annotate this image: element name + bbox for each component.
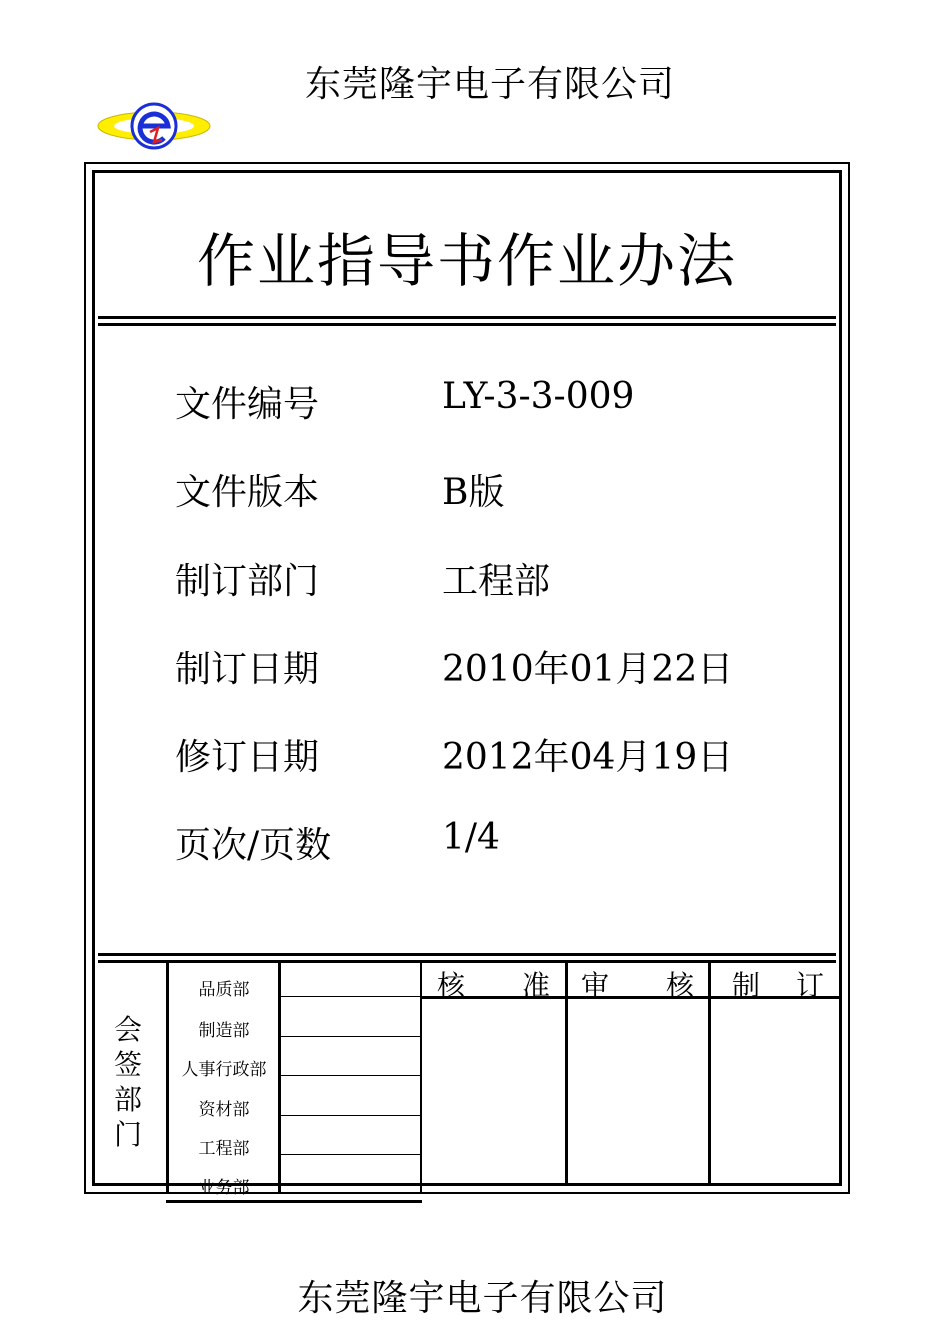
dept-name-engineering: 工程部 [198, 1139, 250, 1159]
approval-header-prepare-left: 制 [732, 969, 761, 1002]
dept-name-business: 业务部 [198, 1178, 250, 1198]
field-label-issue-date: 制订日期 [175, 649, 320, 690]
field-label-doc-number: 文件编号 [175, 384, 320, 425]
title-divider-bottom [98, 323, 836, 326]
company-logo-icon [96, 98, 216, 158]
dept-row-line [280, 1154, 420, 1155]
signoff-divider-bottom [98, 960, 836, 963]
field-value-department: 工程部 [442, 561, 551, 602]
approval-header-prepare-right: 订 [796, 969, 825, 1002]
company-name-footer: 东莞隆宇电子有限公司 [297, 1278, 668, 1319]
dept-row-line [280, 1036, 420, 1037]
field-label-page: 页次/页数 [175, 825, 332, 866]
approval-header-line [422, 996, 842, 999]
field-label-version: 文件版本 [175, 472, 320, 513]
dept-row-line [280, 996, 420, 997]
approval-header-approve-right: 准 [522, 969, 551, 1002]
approval-header-review-right: 核 [666, 969, 695, 1002]
dept-box-bottom-double [166, 1200, 422, 1203]
signoff-divider-top [98, 953, 836, 956]
title-divider-top [98, 316, 836, 319]
field-value-doc-number: LY-3-3-009 [442, 376, 635, 417]
dept-name-materials: 资材部 [198, 1100, 250, 1120]
field-value-version: B版 [442, 472, 505, 513]
field-value-page: 1/4 [442, 817, 500, 858]
document-title: 作业指导书作业办法 [196, 227, 737, 295]
countersign-label-text: 会签部门 [113, 1013, 142, 1151]
field-label-revision-date: 修订日期 [175, 737, 320, 778]
countersign-label [106, 1012, 150, 1152]
approval-header-review-left: 审 [581, 969, 610, 1002]
dept-name-quality: 品质部 [198, 980, 250, 1000]
dept-row-line [280, 1115, 420, 1116]
field-value-issue-date: 2010年01月22日 [442, 649, 734, 690]
dept-name-hr-admin: 人事行政部 [181, 1060, 267, 1080]
dept-row-line [280, 1075, 420, 1076]
company-name-header: 东莞隆宇电子有限公司 [304, 64, 675, 105]
field-label-department: 制订部门 [175, 561, 320, 602]
approval-header-approve-left: 核 [437, 969, 466, 1002]
field-value-revision-date: 2012年04月19日 [442, 737, 734, 778]
dept-name-manufacturing: 制造部 [198, 1021, 250, 1041]
